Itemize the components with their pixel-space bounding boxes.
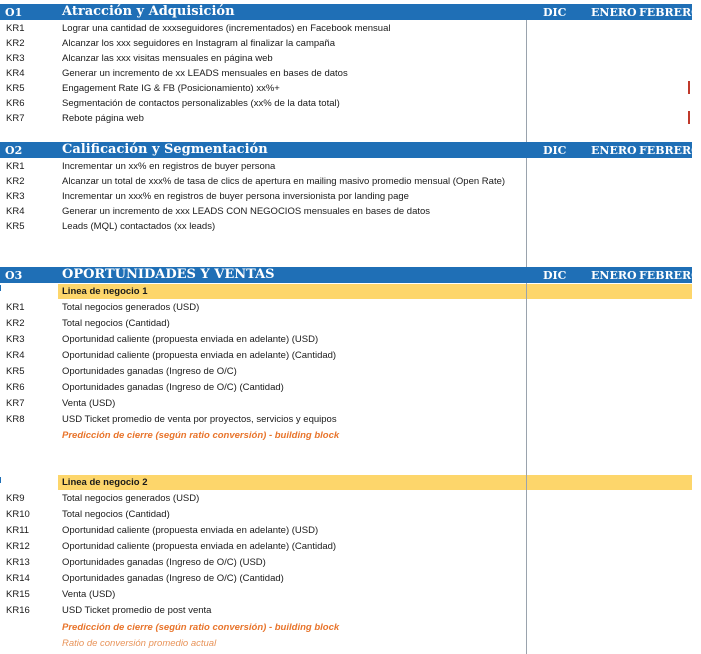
kr-description: USD Ticket promedio de post venta (62, 605, 212, 616)
kr-description: Oportunidad caliente (propuesta enviada en adelante) (USD) (62, 334, 319, 345)
table-row[interactable] (0, 111, 526, 126)
kr-description: Alcanzar los xxx seguidores en Instagram al finalizar la campaña (62, 38, 335, 49)
month-header-enero: ENERO (591, 269, 637, 282)
column-divider (526, 20, 527, 142)
kr-code: KR11 (6, 525, 30, 536)
kr-code: KR5 (6, 366, 25, 377)
business-line-label: Linea de negocio 1 (62, 286, 148, 297)
table-row[interactable] (0, 96, 526, 111)
table-row[interactable] (0, 332, 526, 347)
kr-description: Lograr una cantidad de xxxseguidores (incrementados) en Facebook mensual (62, 23, 391, 34)
kr-description: Oportunidad caliente (propuesta enviada en adelante) (Cantidad) (62, 541, 337, 552)
business-line-label: Linea de negocio 2 (62, 477, 148, 488)
column-divider (526, 283, 527, 654)
kr-description: Rebote página web (62, 113, 144, 124)
table-row[interactable] (0, 412, 526, 427)
prediction-label: Predicción de cierre (según ratio conversión) - building block (62, 430, 340, 441)
table-row[interactable] (0, 316, 526, 331)
section-header-o1 (0, 4, 701, 20)
kr-description: Engagement Rate IG & FB (Posicionamiento) xx%+ (62, 83, 280, 94)
kr-code: KR8 (6, 414, 25, 425)
table-row[interactable] (0, 380, 526, 395)
kr-code: KR7 (6, 398, 25, 409)
table-row[interactable] (0, 396, 526, 411)
kr-code: KR6 (6, 382, 25, 393)
section-header-o3 (0, 267, 701, 283)
kr-code: KR4 (6, 68, 25, 79)
table-row[interactable] (0, 66, 526, 81)
kr-description: Oportunidades ganadas (Ingreso de O/C) (62, 366, 237, 377)
section-header-o2 (0, 142, 701, 158)
cell-border-marker (688, 111, 690, 124)
table-row[interactable] (0, 204, 526, 219)
kr-description: Generar un incremento de xxx LEADS CON NEGOCIOS mensuales en bases de datos (62, 206, 431, 217)
table-row[interactable] (0, 491, 526, 506)
kr-description: Venta (USD) (62, 398, 116, 409)
kr-description: Total negocios generados (USD) (62, 493, 200, 504)
kr-code: KR5 (6, 221, 25, 232)
kr-code: KR14 (6, 573, 30, 584)
table-row[interactable] (0, 539, 526, 554)
kr-description: Total negocios generados (USD) (62, 302, 200, 313)
row-marker (0, 285, 1, 291)
kr-description: Generar un incremento de xx LEADS mensuales en bases de datos (62, 68, 348, 79)
kr-code: KR3 (6, 334, 25, 345)
kr-code: KR2 (6, 176, 25, 187)
kr-code: KR16 (6, 605, 30, 616)
kr-description: Alcanzar un total de xxx% de tasa de clics de apertura en mailing masivo promedio mensual (Open Rate) (62, 176, 506, 187)
table-row[interactable] (0, 219, 526, 234)
kr-code: KR6 (6, 98, 25, 109)
table-row[interactable] (0, 364, 526, 379)
kr-description: Incrementar un xx% en registros de buyer persona (62, 161, 276, 172)
month-header-enero: ENERO (591, 144, 637, 157)
kr-description: Oportunidades ganadas (Ingreso de O/C) (USD) (62, 557, 266, 568)
table-row[interactable] (0, 21, 526, 36)
month-header-febrero: FEBRERO (639, 6, 701, 19)
objective-code: O2 (5, 144, 23, 157)
kr-description: Total negocios (Cantidad) (62, 318, 170, 329)
month-header-febrero: FEBRERO (639, 269, 701, 282)
kr-code: KR1 (6, 23, 25, 34)
table-row[interactable] (0, 603, 526, 618)
month-header-enero: ENERO (591, 6, 637, 19)
kr-description: Venta (USD) (62, 589, 116, 600)
kr-code: KR3 (6, 53, 25, 64)
column-divider (526, 158, 527, 267)
kr-code: KR4 (6, 350, 25, 361)
kr-code: KR5 (6, 83, 25, 94)
kr-code: KR9 (6, 493, 25, 504)
prediction-label: Predicción de cierre (según ratio conversión) - building block (62, 622, 340, 633)
table-row[interactable] (0, 81, 526, 96)
month-header-dic: DIC (543, 6, 567, 19)
kr-code: KR15 (6, 589, 30, 600)
kr-description: USD Ticket promedio de venta por proyectos, servicios y equipos (62, 414, 337, 425)
month-header-dic: DIC (543, 144, 567, 157)
kr-code: KR2 (6, 318, 25, 329)
kr-code: KR7 (6, 113, 25, 124)
kr-code: KR1 (6, 302, 25, 313)
table-row[interactable] (0, 555, 526, 570)
conversion-ratio-label: Ratio de conversión promedio actual (62, 638, 217, 649)
table-row[interactable] (0, 587, 526, 602)
kr-description: Alcanzar las xxx visitas mensuales en página web (62, 53, 273, 64)
table-row[interactable] (0, 36, 526, 51)
business-line-header-1 (58, 284, 692, 299)
kr-code: KR1 (6, 161, 25, 172)
objective-code: O1 (5, 6, 23, 19)
business-line-header-2 (58, 475, 692, 490)
kr-code: KR4 (6, 206, 25, 217)
table-row[interactable] (0, 507, 526, 522)
kr-code: KR10 (6, 509, 30, 520)
kr-description: Incrementar un xxx% en registros de buyer persona inversionista por landing page (62, 191, 409, 202)
objective-title: Atracción y Adquisición (62, 4, 235, 19)
table-row[interactable] (0, 159, 526, 174)
kr-code: KR2 (6, 38, 25, 49)
kr-code: KR12 (6, 541, 30, 552)
kr-description: Oportunidad caliente (propuesta enviada en adelante) (USD) (62, 525, 319, 536)
table-row[interactable] (0, 523, 526, 538)
table-row[interactable] (0, 348, 526, 363)
kr-code: KR3 (6, 191, 25, 202)
kr-description: Oportunidades ganadas (Ingreso de O/C) (Cantidad) (62, 382, 284, 393)
row-marker (0, 477, 1, 483)
month-header-dic: DIC (543, 269, 567, 282)
objective-title: OPORTUNIDADES Y VENTAS (62, 267, 275, 282)
cell-border-marker (688, 81, 690, 94)
table-row[interactable] (0, 571, 526, 586)
kr-description: Leads (MQL) contactados (xx leads) (62, 221, 216, 232)
table-row[interactable] (0, 51, 526, 66)
month-header-febrero: FEBRERO (639, 144, 701, 157)
kr-description: Oportunidad caliente (propuesta enviada en adelante) (Cantidad) (62, 350, 337, 361)
objective-title: Calificación y Segmentación (62, 142, 268, 157)
kr-code: KR13 (6, 557, 30, 568)
table-row[interactable] (0, 174, 526, 189)
objective-code: O3 (5, 269, 23, 282)
kr-description: Oportunidades ganadas (Ingreso de O/C) (Cantidad) (62, 573, 284, 584)
table-row[interactable] (0, 189, 526, 204)
table-row[interactable] (0, 300, 526, 315)
kr-description: Segmentación de contactos personalizables (xx% de la data total) (62, 98, 340, 109)
kr-description: Total negocios (Cantidad) (62, 509, 170, 520)
